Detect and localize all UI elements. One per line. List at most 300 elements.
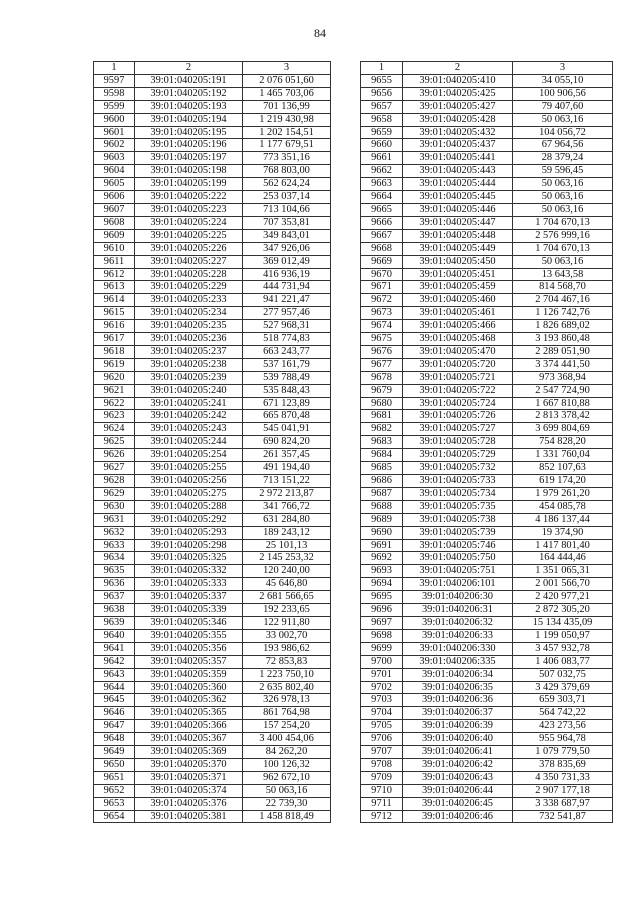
table-row [94, 268, 331, 281]
table-row [94, 165, 331, 178]
table-row [94, 629, 331, 642]
value-cell: 122 911,80 [243, 616, 331, 629]
cadastral-number-cell: 39:01:040205:199 [135, 178, 243, 191]
value-cell: 25 101,13 [243, 539, 331, 552]
value-cell: 50 063,16 [513, 191, 613, 204]
table-row [94, 771, 331, 784]
table-row [361, 797, 613, 810]
value-cell: 104 056,72 [513, 126, 613, 139]
table-row [361, 307, 613, 320]
table-row [361, 74, 613, 87]
cadastral-number-cell: 39:01:040205:227 [135, 255, 243, 268]
cadastral-number-cell: 39:01:040205:192 [135, 87, 243, 100]
value-cell: 19 374,90 [513, 526, 613, 539]
row-number-cell: 9642 [94, 655, 135, 668]
value-cell: 253 037,14 [243, 191, 331, 204]
cadastral-number-cell: 39:01:040205:461 [403, 307, 513, 320]
cadastral-number-cell: 39:01:040205:298 [135, 539, 243, 552]
value-cell: 22 739,30 [243, 797, 331, 810]
value-cell: 659 303,71 [513, 694, 613, 707]
cadastral-number-cell: 39:01:040205:732 [403, 462, 513, 475]
table-row [361, 629, 613, 642]
value-cell: 1 406 083,77 [513, 655, 613, 668]
row-number-cell: 9603 [94, 152, 135, 165]
row-number-cell: 9618 [94, 345, 135, 358]
table-row [361, 720, 613, 733]
left-table [93, 61, 331, 823]
table-row [94, 500, 331, 513]
value-cell: 341 766,72 [243, 500, 331, 513]
value-cell: 2 576 999,16 [513, 229, 613, 242]
row-number-cell: 9601 [94, 126, 135, 139]
table-row [361, 410, 613, 423]
value-cell: 3 400 454,06 [243, 733, 331, 746]
cadastral-number-cell: 39:01:040205:325 [135, 552, 243, 565]
value-cell: 814 568,70 [513, 281, 613, 294]
cadastral-number-cell: 39:01:040205:724 [403, 397, 513, 410]
row-number-cell: 9695 [361, 591, 403, 604]
value-cell: 3 457 932,78 [513, 642, 613, 655]
table-row [361, 694, 613, 707]
value-cell: 378 835,69 [513, 758, 613, 771]
row-number-cell: 9686 [361, 475, 403, 488]
table-row [361, 552, 613, 565]
cadastral-number-cell: 39:01:040205:288 [135, 500, 243, 513]
table-row [361, 178, 613, 191]
cadastral-number-cell: 39:01:040205:750 [403, 552, 513, 565]
table-row [361, 578, 613, 591]
header-cell-value: 3 [243, 62, 331, 75]
value-cell: 13 643,58 [513, 268, 613, 281]
row-number-cell: 9670 [361, 268, 403, 281]
value-cell: 768 803,00 [243, 165, 331, 178]
row-number-cell: 9711 [361, 797, 403, 810]
row-number-cell: 9710 [361, 784, 403, 797]
cadastral-number-cell: 39:01:040205:445 [403, 191, 513, 204]
row-number-cell: 9644 [94, 681, 135, 694]
row-number-cell: 9655 [361, 74, 403, 87]
value-cell: 1 079 779,50 [513, 746, 613, 759]
cadastral-number-cell: 39:01:040206:40 [403, 733, 513, 746]
row-number-cell: 9609 [94, 229, 135, 242]
table-row [361, 758, 613, 771]
row-number-cell: 9625 [94, 436, 135, 449]
row-number-cell: 9632 [94, 526, 135, 539]
cadastral-number-cell: 39:01:040205:376 [135, 797, 243, 810]
row-number-cell: 9707 [361, 746, 403, 759]
table-row [361, 746, 613, 759]
value-cell: 2 907 177,18 [513, 784, 613, 797]
table-row [94, 139, 331, 152]
value-cell: 518 774,83 [243, 333, 331, 346]
cadastral-number-cell: 39:01:040205:356 [135, 642, 243, 655]
table-row [94, 152, 331, 165]
value-cell: 193 986,62 [243, 642, 331, 655]
value-cell: 1 826 689,02 [513, 320, 613, 333]
row-number-cell: 9643 [94, 668, 135, 681]
table-row [94, 178, 331, 191]
cadastral-number-cell: 39:01:040205:381 [135, 810, 243, 823]
row-number-cell: 9610 [94, 242, 135, 255]
row-number-cell: 9677 [361, 358, 403, 371]
table-row [94, 126, 331, 139]
row-number-cell: 9651 [94, 771, 135, 784]
table-row [94, 578, 331, 591]
row-number-cell: 9650 [94, 758, 135, 771]
table-row [94, 797, 331, 810]
cadastral-number-cell: 39:01:040205:339 [135, 604, 243, 617]
value-cell: 507 032,75 [513, 668, 613, 681]
table-row [94, 784, 331, 797]
table-row [94, 616, 331, 629]
value-cell: 1 667 810,88 [513, 397, 613, 410]
row-number-cell: 9657 [361, 100, 403, 113]
value-cell: 454 085,78 [513, 500, 613, 513]
value-cell: 3 429 379,69 [513, 681, 613, 694]
table-row [94, 242, 331, 255]
row-number-cell: 9692 [361, 552, 403, 565]
table-row [361, 642, 613, 655]
row-number-cell: 9682 [361, 423, 403, 436]
row-number-cell: 9621 [94, 384, 135, 397]
value-cell: 1 202 154,51 [243, 126, 331, 139]
row-number-cell: 9696 [361, 604, 403, 617]
value-cell: 707 353,81 [243, 216, 331, 229]
value-cell: 973 368,94 [513, 371, 613, 384]
cadastral-number-cell: 39:01:040205:243 [135, 423, 243, 436]
row-number-cell: 9684 [361, 449, 403, 462]
cadastral-number-cell: 39:01:040205:365 [135, 707, 243, 720]
table-row [94, 87, 331, 100]
table-row [94, 333, 331, 346]
cadastral-number-cell: 39:01:040205:229 [135, 281, 243, 294]
table-row [94, 371, 331, 384]
value-cell: 619 174,20 [513, 475, 613, 488]
value-cell: 1 351 065,31 [513, 565, 613, 578]
value-cell: 535 848,43 [243, 384, 331, 397]
table-row [94, 397, 331, 410]
row-number-cell: 9702 [361, 681, 403, 694]
cadastral-number-cell: 39:01:040205:239 [135, 371, 243, 384]
row-number-cell: 9676 [361, 345, 403, 358]
value-cell: 120 240,00 [243, 565, 331, 578]
page-number: 84 [314, 26, 326, 40]
value-cell: 2 681 566,65 [243, 591, 331, 604]
row-number-cell: 9663 [361, 178, 403, 191]
row-number-cell: 9700 [361, 655, 403, 668]
row-number-cell: 9645 [94, 694, 135, 707]
value-cell: 1 465 703,06 [243, 87, 331, 100]
value-cell: 527 968,31 [243, 320, 331, 333]
cadastral-number-cell: 39:01:040205:255 [135, 462, 243, 475]
cadastral-number-cell: 39:01:040206:46 [403, 810, 513, 823]
row-number-cell: 9681 [361, 410, 403, 423]
row-number-cell: 9640 [94, 629, 135, 642]
table-row [94, 436, 331, 449]
cadastral-number-cell: 39:01:040205:355 [135, 629, 243, 642]
cadastral-number-cell: 39:01:040206:33 [403, 629, 513, 642]
value-cell: 45 646,80 [243, 578, 331, 591]
row-number-cell: 9660 [361, 139, 403, 152]
row-number-cell: 9600 [94, 113, 135, 126]
cadastral-number-cell: 39:01:040205:451 [403, 268, 513, 281]
cadastral-number-cell: 39:01:040205:448 [403, 229, 513, 242]
row-number-cell: 9669 [361, 255, 403, 268]
value-cell: 852 107,63 [513, 462, 613, 475]
table-row [94, 526, 331, 539]
table-row [361, 616, 613, 629]
cadastral-number-cell: 39:01:040206:41 [403, 746, 513, 759]
header-cell-number: 1 [94, 62, 135, 75]
table-row [94, 255, 331, 268]
cadastral-number-cell: 39:01:040205:275 [135, 487, 243, 500]
cadastral-number-cell: 39:01:040205:437 [403, 139, 513, 152]
right-table-body [361, 74, 613, 823]
cadastral-number-cell: 39:01:040205:292 [135, 513, 243, 526]
row-number-cell: 9631 [94, 513, 135, 526]
row-number-cell: 9699 [361, 642, 403, 655]
value-cell: 67 964,56 [513, 139, 613, 152]
table-row [94, 565, 331, 578]
row-number-cell: 9673 [361, 307, 403, 320]
table-row [361, 126, 613, 139]
value-cell: 326 978,13 [243, 694, 331, 707]
cadastral-number-cell: 39:01:040205:428 [403, 113, 513, 126]
table-row [94, 513, 331, 526]
table-row [94, 281, 331, 294]
cadastral-number-cell: 39:01:040205:293 [135, 526, 243, 539]
table-row [94, 449, 331, 462]
row-number-cell: 9648 [94, 733, 135, 746]
row-number-cell: 9649 [94, 746, 135, 759]
cadastral-number-cell: 39:01:040205:721 [403, 371, 513, 384]
row-number-cell: 9626 [94, 449, 135, 462]
table-row [94, 642, 331, 655]
row-number-cell: 9683 [361, 436, 403, 449]
cadastral-number-cell: 39:01:040205:446 [403, 203, 513, 216]
value-cell: 1 223 750,10 [243, 668, 331, 681]
cadastral-number-cell: 39:01:040205:359 [135, 668, 243, 681]
cadastral-number-cell: 39:01:040205:237 [135, 345, 243, 358]
table-row [94, 681, 331, 694]
row-number-cell: 9597 [94, 74, 135, 87]
table-row [361, 113, 613, 126]
table-row [94, 707, 331, 720]
cadastral-number-cell: 39:01:040205:459 [403, 281, 513, 294]
value-cell: 79 407,60 [513, 100, 613, 113]
cadastral-number-cell: 39:01:040205:734 [403, 487, 513, 500]
table-row [361, 462, 613, 475]
cadastral-number-cell: 39:01:040205:449 [403, 242, 513, 255]
value-cell: 754 828,20 [513, 436, 613, 449]
table-row [94, 655, 331, 668]
row-number-cell: 9608 [94, 216, 135, 229]
row-number-cell: 9688 [361, 500, 403, 513]
row-number-cell: 9694 [361, 578, 403, 591]
value-cell: 537 161,79 [243, 358, 331, 371]
cadastral-number-cell: 39:01:040205:236 [135, 333, 243, 346]
value-cell: 84 262,20 [243, 746, 331, 759]
table-row [361, 733, 613, 746]
value-cell: 2 972 213,87 [243, 487, 331, 500]
row-number-cell: 9602 [94, 139, 135, 152]
table-row [361, 333, 613, 346]
table-row [361, 216, 613, 229]
value-cell: 861 764,98 [243, 707, 331, 720]
cadastral-number-cell: 39:01:040205:727 [403, 423, 513, 436]
cadastral-number-cell: 39:01:040205:222 [135, 191, 243, 204]
cadastral-number-cell: 39:01:040205:196 [135, 139, 243, 152]
header-cell-number: 1 [361, 62, 403, 75]
cadastral-number-cell: 39:01:040205:726 [403, 410, 513, 423]
table-row [361, 229, 613, 242]
table-row [361, 397, 613, 410]
cadastral-number-cell: 39:01:040205:738 [403, 513, 513, 526]
row-number-cell: 9697 [361, 616, 403, 629]
cadastral-number-cell: 39:01:040205:241 [135, 397, 243, 410]
row-number-cell: 9604 [94, 165, 135, 178]
cadastral-number-cell: 39:01:040205:444 [403, 178, 513, 191]
value-cell: 347 926,06 [243, 242, 331, 255]
table-row [94, 216, 331, 229]
row-number-cell: 9654 [94, 810, 135, 823]
cadastral-number-cell: 39:01:040206:30 [403, 591, 513, 604]
value-cell: 713 104,66 [243, 203, 331, 216]
value-cell: 665 870,48 [243, 410, 331, 423]
value-cell: 671 123,89 [243, 397, 331, 410]
cadastral-number-cell: 39:01:040205:337 [135, 591, 243, 604]
cadastral-number-cell: 39:01:040205:367 [135, 733, 243, 746]
cadastral-number-cell: 39:01:040205:366 [135, 720, 243, 733]
table-row [361, 139, 613, 152]
table-row [94, 345, 331, 358]
table-row [361, 707, 613, 720]
value-cell: 2 872 305,20 [513, 604, 613, 617]
row-number-cell: 9623 [94, 410, 135, 423]
cadastral-number-cell: 39:01:040205:240 [135, 384, 243, 397]
row-number-cell: 9612 [94, 268, 135, 281]
row-number-cell: 9599 [94, 100, 135, 113]
cadastral-number-cell: 39:01:040205:226 [135, 242, 243, 255]
value-cell: 50 063,16 [243, 784, 331, 797]
table-row [361, 371, 613, 384]
value-cell: 50 063,16 [513, 113, 613, 126]
cadastral-number-cell: 39:01:040205:729 [403, 449, 513, 462]
table-row [361, 281, 613, 294]
value-cell: 3 699 804,69 [513, 423, 613, 436]
value-cell: 2 547 724,90 [513, 384, 613, 397]
cadastral-number-cell: 39:01:040205:443 [403, 165, 513, 178]
value-cell: 4 350 731,33 [513, 771, 613, 784]
row-number-cell: 9646 [94, 707, 135, 720]
table-row [94, 113, 331, 126]
row-number-cell: 9675 [361, 333, 403, 346]
value-cell: 444 731,94 [243, 281, 331, 294]
cadastral-number-cell: 39:01:040205:369 [135, 746, 243, 759]
table-row [361, 526, 613, 539]
row-number-cell: 9638 [94, 604, 135, 617]
value-cell: 3 338 687,97 [513, 797, 613, 810]
table-row [94, 668, 331, 681]
cadastral-number-cell: 39:01:040205:728 [403, 436, 513, 449]
cadastral-number-cell: 39:01:040205:733 [403, 475, 513, 488]
row-number-cell: 9703 [361, 694, 403, 707]
value-cell: 941 221,47 [243, 294, 331, 307]
cadastral-number-cell: 39:01:040205:254 [135, 449, 243, 462]
value-cell: 28 379,24 [513, 152, 613, 165]
row-number-cell: 9708 [361, 758, 403, 771]
table-row [361, 655, 613, 668]
cadastral-number-cell: 39:01:040205:746 [403, 539, 513, 552]
cadastral-number-cell: 39:01:040206:43 [403, 771, 513, 784]
value-cell: 562 624,24 [243, 178, 331, 191]
value-cell: 564 742,22 [513, 707, 613, 720]
cadastral-number-cell: 39:01:040205:468 [403, 333, 513, 346]
table-row [94, 591, 331, 604]
row-number-cell: 9614 [94, 294, 135, 307]
table-row [94, 462, 331, 475]
row-number-cell: 9634 [94, 552, 135, 565]
row-number-cell: 9636 [94, 578, 135, 591]
cadastral-number-cell: 39:01:040205:346 [135, 616, 243, 629]
cadastral-number-cell: 39:01:040205:238 [135, 358, 243, 371]
cadastral-number-cell: 39:01:040205:357 [135, 655, 243, 668]
value-cell: 2 635 802,40 [243, 681, 331, 694]
table-row [94, 74, 331, 87]
cadastral-number-cell: 39:01:040205:333 [135, 578, 243, 591]
row-number-cell: 9689 [361, 513, 403, 526]
row-number-cell: 9641 [94, 642, 135, 655]
cadastral-number-cell: 39:01:040205:256 [135, 475, 243, 488]
table-row [94, 475, 331, 488]
cadastral-number-cell: 39:01:040206:32 [403, 616, 513, 629]
value-cell: 50 063,16 [513, 203, 613, 216]
table-row [361, 436, 613, 449]
table-row [361, 320, 613, 333]
row-number-cell: 9635 [94, 565, 135, 578]
row-number-cell: 9690 [361, 526, 403, 539]
value-cell: 1 979 261,20 [513, 487, 613, 500]
row-number-cell: 9658 [361, 113, 403, 126]
row-number-cell: 9629 [94, 487, 135, 500]
row-number-cell: 9653 [94, 797, 135, 810]
value-cell: 100 126,32 [243, 758, 331, 771]
cadastral-number-cell: 39:01:040205:447 [403, 216, 513, 229]
value-cell: 539 788,49 [243, 371, 331, 384]
row-number-cell: 9606 [94, 191, 135, 204]
cadastral-number-cell: 39:01:040205:466 [403, 320, 513, 333]
value-cell: 773 351,16 [243, 152, 331, 165]
table-row [361, 449, 613, 462]
table-row [94, 294, 331, 307]
table-row [361, 681, 613, 694]
cadastral-number-cell: 39:01:040205:371 [135, 771, 243, 784]
row-number-cell: 9665 [361, 203, 403, 216]
row-number-cell: 9693 [361, 565, 403, 578]
value-cell: 3 193 860,48 [513, 333, 613, 346]
value-cell: 261 357,45 [243, 449, 331, 462]
row-number-cell: 9664 [361, 191, 403, 204]
cadastral-number-cell: 39:01:040206:335 [403, 655, 513, 668]
table-row [361, 604, 613, 617]
table-row [361, 100, 613, 113]
cadastral-number-cell: 39:01:040205:362 [135, 694, 243, 707]
cadastral-number-cell: 39:01:040205:441 [403, 152, 513, 165]
table-row [361, 810, 613, 823]
row-number-cell: 9712 [361, 810, 403, 823]
row-number-cell: 9617 [94, 333, 135, 346]
value-cell: 2 001 566,70 [513, 578, 613, 591]
